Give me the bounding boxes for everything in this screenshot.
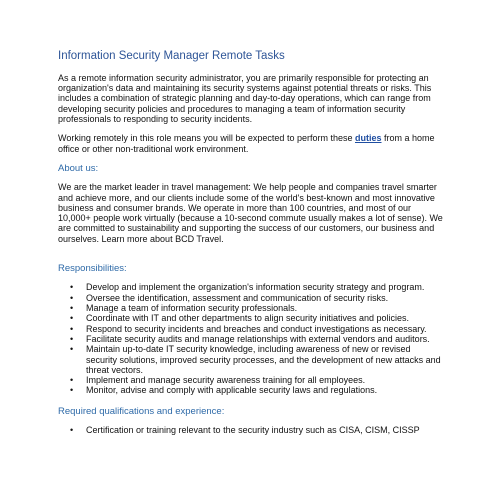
bullet-icon: • [70,323,74,334]
duties-link[interactable]: duties [354,133,382,144]
bullet-icon: • [70,282,74,293]
about-heading: About us: [58,162,99,174]
list-item: • Respond to security incidents and breaches and conduct investigations as necessary. [70,323,427,334]
bullet-icon: • [70,292,74,303]
list-item: • Coordinate with IT and other departments to align security initiatives and policies. [70,313,410,324]
document-title: Information Security Manager Remote Tasks [58,50,285,62]
list-item: • Monitor, advise and comply with applicable security laws and regulations. [70,385,378,396]
qualifications-list [58,425,443,435]
list-item: • Oversee the identification, assessment and communication of security risks. [70,292,389,303]
qualifications-heading: Required qualifications and experience: [58,405,225,417]
list-item: • Manage a team of information security professionals. [70,303,298,314]
bullet-icon: • [70,425,74,436]
intro-paragraph: As a remote information security administrator, you are primarily responsible for protecting an organization's data and maintaining its security systems against potential threats or risks. This includes a combination of strategic planning and day-to-day operations, which can range from developing security policies and procedures to managing a team of information security professionals to responding to security incidents. [58,72,432,124]
bullet-icon: • [70,375,74,386]
document-page [58,50,443,445]
remote-work-text-prefix: Working remotely in this role means you will be expected to perform these [58,133,355,144]
bullet-icon: • [70,344,74,355]
list-item: • Facilitate security audits and manage relationships with external vendors and auditors. [70,333,430,344]
list-item: • Implement and manage security awareness training for all employees. [70,375,366,386]
about-paragraph: We are the market leader in travel management: We help people and companies travel smarter and achieve more, and our clients include some of the world's best-known and most innovative business and consumer brands. We operate in more than 100 countries, and most of our 10,000+ people work virtually (because a 10-second commute usually makes a lot of sense). We are committed to sustainability and supporting the success of our customers, our business and ourselves. Learn more about BCD Travel. [58,182,443,244]
bullet-icon: • [70,303,74,314]
responsibilities-list [58,282,443,395]
list-item: • Certification or training relevant to the security industry such as CISA, CISM, CISSP [70,425,420,436]
responsibilities-heading: Responsibilities: [58,263,127,275]
list-item: • Develop and implement the organization's information security strategy and program. [70,282,425,293]
bullet-icon: • [70,333,74,344]
remote-work-text-suffix: from a home office or other non-traditional work environment. [58,133,435,154]
list-item: • Maintain up-to-date IT security knowledge, including awareness of new or revised security solutions, improved security processes, and the development of new attacks and threat vectors. [70,344,441,375]
bullet-icon: • [70,385,74,396]
remote-work-paragraph [58,133,443,154]
bullet-icon: • [70,313,74,324]
